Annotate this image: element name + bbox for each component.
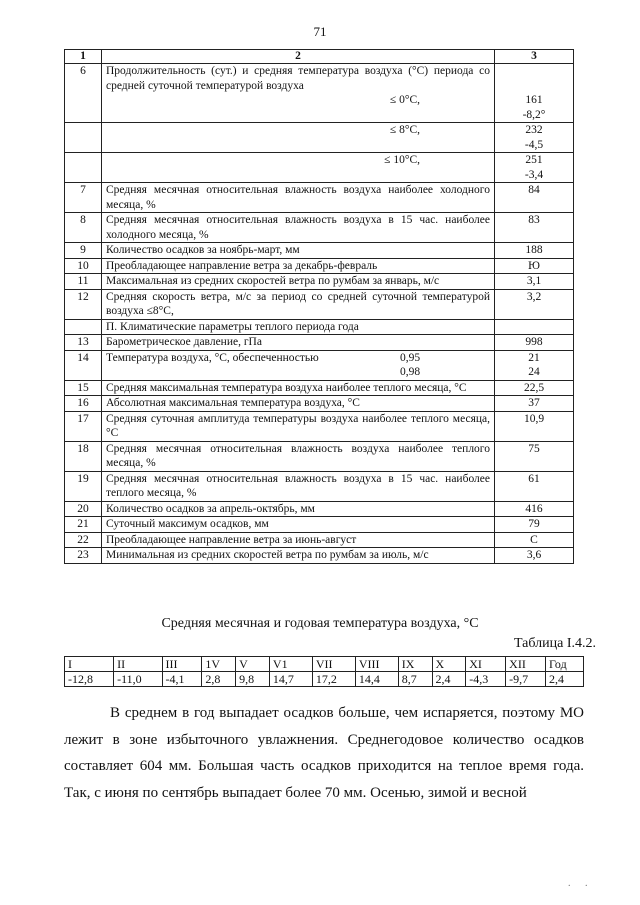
- row-value: 75: [495, 441, 574, 471]
- row-value: 3,2: [495, 289, 574, 319]
- header-col-2: 2: [102, 50, 495, 64]
- row-number: 13: [65, 335, 102, 351]
- row-number: 19: [65, 471, 102, 501]
- row-value: 22,5: [495, 380, 574, 396]
- row-value: 416: [495, 501, 574, 517]
- duration-value: 232: [525, 124, 543, 136]
- table2-label: Таблица I.4.2.: [513, 636, 596, 651]
- temperature-value: -8,2°: [522, 108, 546, 121]
- body-paragraph: [64, 700, 584, 806]
- temperature-cell: -4,1: [162, 672, 202, 687]
- table-row: [65, 258, 574, 274]
- temperatures-row: [65, 672, 584, 687]
- row-6-title: Продолжительность (сут.) и средняя температура воздуха (°С) периода со средней суточной температурой воздуха: [106, 65, 490, 92]
- table-row: [65, 380, 574, 396]
- row-number: 16: [65, 396, 102, 412]
- temperature-cell: 14,4: [355, 672, 398, 687]
- month-header: 1V: [202, 657, 236, 672]
- month-header: II: [114, 657, 162, 672]
- table-row: [65, 517, 574, 533]
- row-number: 15: [65, 380, 102, 396]
- row-text: Средняя месячная относительная влажность воздуха наиболее холодного месяца, %: [102, 183, 495, 213]
- row-number: 11: [65, 274, 102, 290]
- row-number: 23: [65, 548, 102, 564]
- section-row: [65, 319, 574, 335]
- table-row: [65, 243, 574, 259]
- row-value: 998: [495, 335, 574, 351]
- table-row: [65, 274, 574, 290]
- table-row: [65, 396, 574, 412]
- row-text: Суточный максимум осадков, мм: [102, 517, 495, 533]
- row-text: Температура воздуха, °С, обеспеченностью: [106, 351, 319, 364]
- row-text: Средняя скорость ветра, м/с за период со средней суточной температурой воздуха ≤8°С,: [102, 289, 495, 319]
- row-text: Количество осадков за ноябрь-март, мм: [102, 243, 495, 259]
- header-col-3: 3: [495, 50, 574, 64]
- probability-098: 0,98: [400, 366, 421, 378]
- climate-parameters-table: [64, 49, 574, 564]
- row-value: Ю: [495, 258, 574, 274]
- table-row: [65, 532, 574, 548]
- row-value: С: [495, 532, 574, 548]
- row-value: 37: [495, 396, 574, 412]
- table-header-row: [65, 50, 574, 64]
- row-number: 17: [65, 411, 102, 441]
- row-number: 14: [65, 350, 102, 380]
- row-number: 22: [65, 532, 102, 548]
- row-number: 12: [65, 289, 102, 319]
- probability-095: 0,95: [400, 351, 421, 364]
- temperature-value: -3,4: [524, 168, 544, 181]
- row-number: 21: [65, 517, 102, 533]
- temperature-cell: 2,8: [202, 672, 236, 687]
- threshold-label: ≤ 8°С,: [389, 124, 420, 136]
- month-header: XI: [466, 657, 506, 672]
- header-col-1: 1: [65, 50, 102, 64]
- months-row: [65, 657, 584, 672]
- row-value: 21: [528, 351, 540, 364]
- table-row: [65, 471, 574, 501]
- row-number: 8: [65, 213, 102, 243]
- table-row: [65, 289, 574, 319]
- temperature-cell: -4,3: [466, 672, 506, 687]
- threshold-label: ≤ 0°С,: [389, 94, 420, 106]
- temperature-cell: 8,7: [398, 672, 432, 687]
- row-text: Средняя месячная относительная влажность воздуха в 15 час. наиболее теплого месяца, %: [102, 471, 495, 501]
- month-header: VIII: [355, 657, 398, 672]
- table-row: [65, 441, 574, 471]
- threshold-label: ≤ 10°С,: [384, 154, 420, 166]
- month-header: VII: [312, 657, 355, 672]
- row-value: 79: [495, 517, 574, 533]
- row-text: Максимальная из средних скоростей ветра по румбам за январь, м/с: [102, 274, 495, 290]
- row-number: 9: [65, 243, 102, 259]
- row-value: 83: [495, 213, 574, 243]
- scan-marks: . .: [568, 878, 594, 889]
- row-value: 3,1: [495, 274, 574, 290]
- row-number: 20: [65, 501, 102, 517]
- row-value: 24: [528, 366, 540, 378]
- row-text: Преобладающее направление ветра за декабрь-февраль: [102, 258, 495, 274]
- row-value: [495, 64, 574, 123]
- row-value: 61: [495, 471, 574, 501]
- month-header: V: [236, 657, 270, 672]
- temperature-cell: 2,4: [546, 672, 584, 687]
- table-row-6: [65, 64, 574, 123]
- temperature-cell: 17,2: [312, 672, 355, 687]
- temperature-value: -4,5: [524, 138, 544, 151]
- row-text: Средняя месячная относительная влажность воздуха наиболее теплого месяца, %: [102, 441, 495, 471]
- duration-value: 251: [525, 154, 543, 166]
- temperature-cell: 9,8: [236, 672, 270, 687]
- temperature-cell: 2,4: [432, 672, 466, 687]
- month-header: XII: [506, 657, 546, 672]
- row-value: 84: [495, 183, 574, 213]
- table-row: [65, 213, 574, 243]
- table-row-13: [65, 335, 574, 351]
- row-number: 6: [65, 64, 102, 123]
- row-number: 10: [65, 258, 102, 274]
- month-header: Год: [546, 657, 584, 672]
- table2-caption: Средняя месячная и годовая температура воздуха, °С: [161, 616, 479, 631]
- temperature-cell: 14,7: [269, 672, 312, 687]
- duration-value: 161: [525, 94, 543, 106]
- month-header: IX: [398, 657, 432, 672]
- row-text: Средняя максимальная температура воздуха наиболее теплого месяца, °С: [102, 380, 495, 396]
- row-text: Средняя месячная относительная влажность воздуха в 15 час. наиболее холодного месяца, %: [102, 213, 495, 243]
- table-row: [65, 411, 574, 441]
- row-text: Минимальная из средних скоростей ветра по румбам за июль, м/с: [102, 548, 495, 564]
- row-value: 188: [495, 243, 574, 259]
- row-text: Преобладающее направление ветра за июнь-август: [102, 532, 495, 548]
- row-text: [102, 64, 495, 123]
- row-value: 3,6: [495, 548, 574, 564]
- table-row: [65, 548, 574, 564]
- temperature-cell: -11,0: [114, 672, 162, 687]
- month-header: III: [162, 657, 202, 672]
- monthly-temperature-table: [64, 656, 584, 687]
- row-text: Средняя суточная амплитуда температуры воздуха наиболее теплого месяца, °С: [102, 411, 495, 441]
- temperature-cell: -12,8: [65, 672, 114, 687]
- row-text: Барометрическое давление, гПа: [102, 335, 495, 351]
- row-number: 18: [65, 441, 102, 471]
- month-header: X: [432, 657, 466, 672]
- row-value: 10,9: [495, 411, 574, 441]
- paragraph-text: В среднем в год выпадает осадков больше, чем испаряется, поэтому МО лежит в зоне избыточного увлажнения. Среднегодовое количество осадков составляет 604 мм. Большая часть осадков приходится на теплое время года. Так, с июня по сентябрь выпадает более 70 мм. Осенью, зимой и весной: [64, 705, 584, 801]
- table-row: [65, 183, 574, 213]
- table-row-6-sub: [65, 153, 574, 183]
- month-header: V1: [269, 657, 312, 672]
- row-text: Абсолютная максимальная температура воздуха, °С: [102, 396, 495, 412]
- page-number: 71: [313, 24, 327, 39]
- table-row-14: [65, 350, 574, 380]
- table-row-6-sub: [65, 123, 574, 153]
- table-row: [65, 501, 574, 517]
- row-number: 7: [65, 183, 102, 213]
- row-text: Количество осадков за апрель-октябрь, мм: [102, 501, 495, 517]
- temperature-cell: -9,7: [506, 672, 546, 687]
- section-title: П. Климатические параметры теплого периода года: [102, 319, 495, 335]
- month-header: I: [65, 657, 114, 672]
